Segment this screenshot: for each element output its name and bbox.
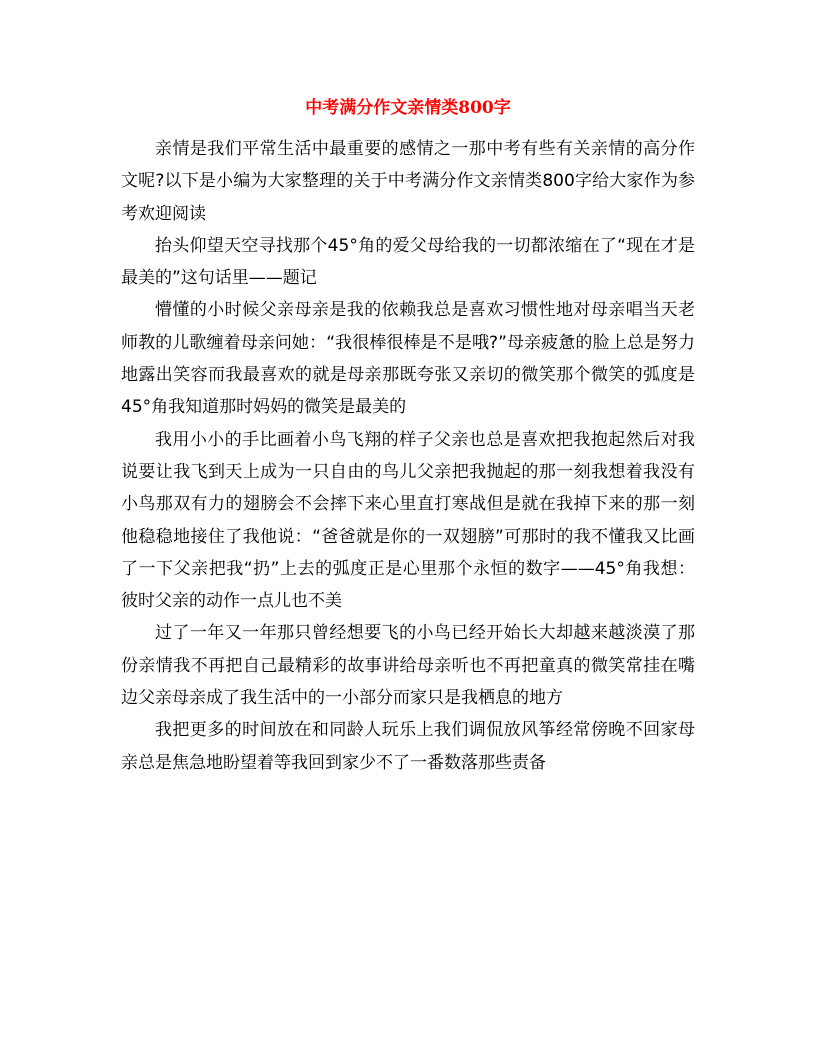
document-body [121,133,695,779]
document-title: 中考满分作文亲情类800字 [305,98,511,118]
paragraph: 懵懂的小时候父亲母亲是我的依赖我总是喜欢习惯性地对母亲唱当天老师教的儿歌缠着母亲问她：“我很棒很棒是不是哦?”母亲疲惫的脸上总是努力地露出笑容而我最喜欢的就是母亲那既夸张又亲切的微笑那个微笑的弧度是45°角我知道那时妈妈的微笑是最美的 [121,300,695,418]
paragraph: 亲情是我们平常生活中最重要的感情之一那中考有些有关亲情的高分作文呢?以下是小编为大家整理的关于中考满分作文亲情类800字给大家作为参考欢迎阅读 [121,139,695,224]
paragraph: 我把更多的时间放在和同龄人玩乐上我们调侃放风筝经常傍晚不回家母亲总是焦急地盼望着等我回到家少不了一番数落那些责备 [121,720,695,773]
paragraph: 过了一年又一年那只曾经想要飞的小鸟已经开始长大却越来越淡漠了那份亲情我不再把自己最精彩的故事讲给母亲听也不再把童真的微笑常挂在嘴边父亲母亲成了我生活中的一小部分而家只是我栖息的地方 [121,623,695,709]
paragraph: 抬头仰望天空寻找那个45°角的爱父母给我的一切都浓缩在了“现在才是最美的”这句话里——题记 [121,235,695,289]
paragraph: 我用小小的手比画着小鸟飞翔的样子父亲也总是喜欢把我抱起然后对我说要让我飞到天上成为一只自由的鸟儿父亲把我抛起的那一刻我想着我没有小鸟那双有力的翅膀会不会摔下来心里直打寒战但是就在我掉下来的那一刻他稳稳地接住了我他说：“爸爸就是你的一双翅膀”可那时的我不懂我又比画了一下父亲把我“扔”上去的弧度正是心里那个永恒的数字——45°角我想：彼时父亲的动作一点儿也不美 [121,429,695,612]
